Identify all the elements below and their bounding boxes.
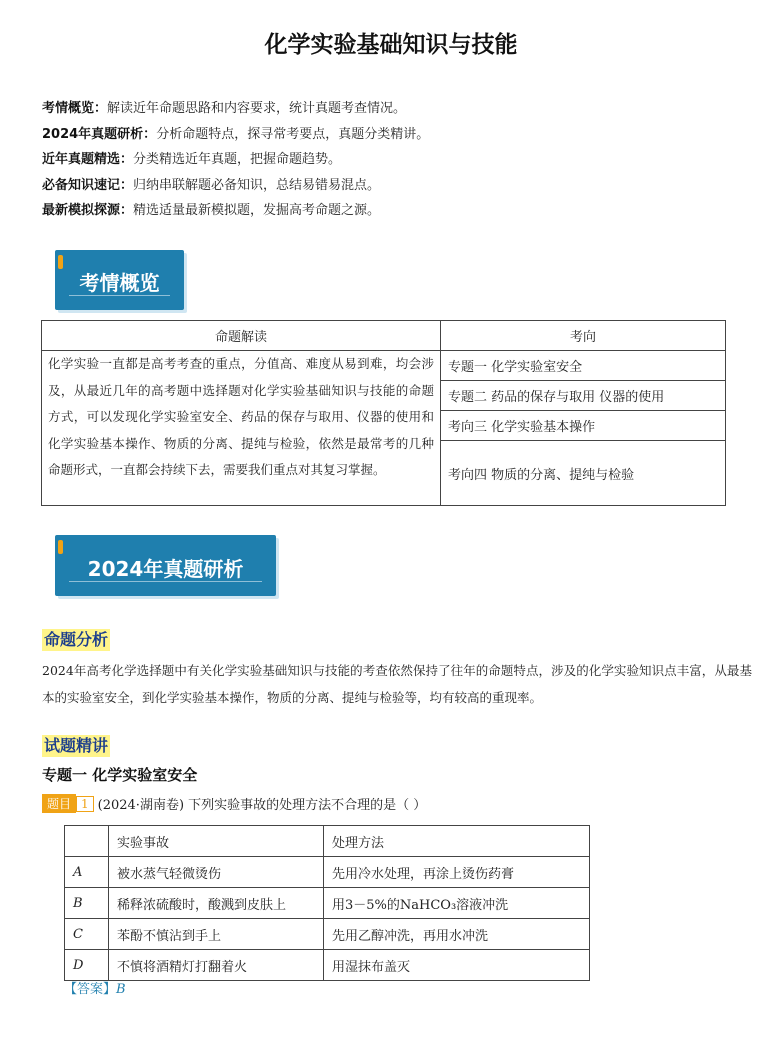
answer-line [64, 978, 126, 997]
treatment-cell: 先用乙醇冲洗，再用水冲洗 [324, 919, 590, 950]
section-banner-analysis [55, 535, 276, 596]
question-line [42, 794, 426, 813]
question-number: 1 [76, 796, 94, 812]
banner-title: 2024年真题研析 [87, 557, 244, 581]
question-tag: 题目 [42, 794, 76, 813]
option-letter: C [65, 919, 109, 950]
intro-label: 必备知识速记： [42, 177, 134, 193]
table-row [65, 919, 590, 950]
section-banner-overview [55, 250, 184, 310]
treatment-cell: 先用冷水处理，再涂上烫伤药膏 [324, 857, 590, 888]
direction-item: 专题一 化学实验室安全 [441, 351, 726, 381]
page-title: 化学实验基础知识与技能 [264, 32, 518, 58]
explain-heading: 试题精讲 [44, 736, 109, 755]
option-letter: B [65, 888, 109, 919]
answer-value: B [116, 982, 126, 997]
table-header [65, 826, 109, 857]
topic-title: 专题一 化学实验室安全 [42, 766, 198, 784]
table-row [65, 826, 590, 857]
table-header: 命题解读 [42, 321, 441, 351]
answer-label: 【答案】 [64, 982, 117, 997]
table-header: 处理方法 [324, 826, 590, 857]
option-letter: D [65, 950, 109, 981]
question-text: (2024·湖南卷) 下列实验事故的处理方法不合理的是（ ） [97, 798, 427, 813]
accident-cell: 不慎将酒精灯打翻着火 [109, 950, 324, 981]
accident-cell: 稀释浓硫酸时，酸溅到皮肤上 [109, 888, 324, 919]
option-letter: A [65, 857, 109, 888]
intro-item [42, 173, 742, 199]
intro-item [42, 122, 742, 148]
banner-underline [69, 581, 262, 582]
intro-item [42, 96, 742, 122]
treatment-cell: 用3－5%的NaHCO₃溶液冲洗 [324, 888, 590, 919]
accident-cell: 被水蒸气轻微烫伤 [109, 857, 324, 888]
intro-item [42, 147, 742, 173]
intro-text: 归纳串联解题必备知识，总结易错易混点。 [133, 177, 381, 193]
intro-text: 分析命题特点，探寻常考要点，真题分类精讲。 [156, 126, 430, 142]
table-row [65, 950, 590, 981]
table-row [65, 857, 590, 888]
intro-list [42, 96, 742, 224]
table-header: 考向 [441, 321, 726, 351]
direction-item: 考向三 化学实验基本操作 [441, 411, 726, 441]
banner-title: 考情概览 [79, 271, 160, 295]
table-row [65, 888, 590, 919]
intro-text: 解读近年命题思路和内容要求，统计真题考查情况。 [107, 101, 407, 116]
direction-item: 专题二 药品的保存与取用 仪器的使用 [441, 381, 726, 411]
intro-label: 2024年真题研析： [42, 126, 157, 142]
intro-text: 分类精选近年真题，把握命题趋势。 [133, 152, 342, 167]
intro-label: 考情概览： [42, 101, 108, 116]
accident-cell: 苯酚不慎沾到手上 [109, 919, 324, 950]
treatment-cell: 用湿抹布盖灭 [324, 950, 590, 981]
banner-accent [58, 540, 63, 554]
intro-label: 近年真题精选： [42, 152, 134, 167]
intro-item [42, 198, 742, 224]
table-header: 实验事故 [109, 826, 324, 857]
direction-item: 考向四 物质的分离、提纯与检验 [441, 441, 726, 506]
overview-description: 化学实验一直都是高考考查的重点，分值高、难度从易到难，均会涉及，从最近几年的高考题中选择题对化学实验基础知识与技能的命题方式，可以发现化学实验室安全、药品的保存与取用、仪器的使用和化学实验基本操作、物质的分离、提纯与检验，依然是最常考的几种命题形式，一直都会持续下去，需要我们重点对其复习掌握。 [42, 351, 441, 506]
analysis-text: 2024年高考化学选择题中有关化学实验基础知识与技能的考查依然保持了往年的命题特点，涉及的化学实验知识点丰富，从最基本的实验室安全，到化学实验基本操作，物质的分离、提纯与检验等，均有较高的重现率。 [42, 663, 752, 705]
intro-label: 最新模拟探源： [42, 203, 134, 218]
analysis-heading: 命题分析 [44, 630, 109, 649]
overview-table [41, 320, 726, 506]
accident-table [64, 825, 590, 981]
intro-text: 精选适量最新模拟题，发掘高考命题之源。 [133, 203, 381, 218]
banner-underline [69, 295, 170, 296]
